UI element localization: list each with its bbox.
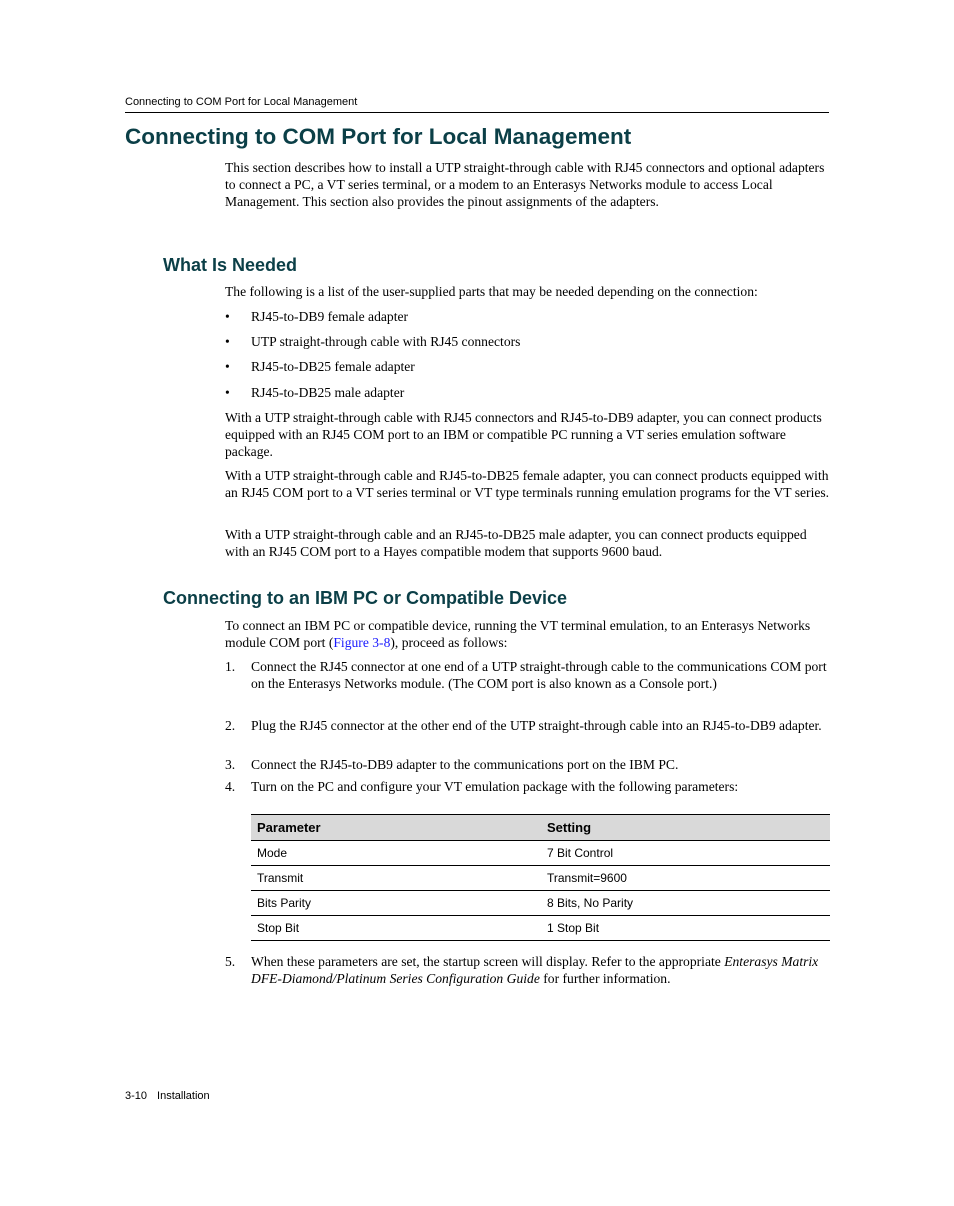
section-heading-ibm-pc: Connecting to an IBM PC or Compatible Device [163, 588, 568, 608]
parameters-table [251, 814, 830, 941]
page-footer [125, 1090, 210, 1102]
ibm-pc-lead [225, 618, 831, 652]
bullet-marker: • [225, 309, 230, 324]
column-header-setting: Setting [541, 815, 830, 841]
step-item [225, 757, 831, 774]
step-5-text-start: When these parameters are set, the startup screen will display. Refer to the appropriate [251, 954, 725, 969]
step-item [225, 659, 831, 693]
list-item-text: RJ45-to-DB25 female adapter [251, 359, 415, 374]
step-number: 3. [225, 757, 236, 772]
table-row [251, 891, 830, 916]
table-cell: 7 Bit Control [541, 841, 830, 866]
list-item [225, 385, 831, 402]
table-header-row [251, 815, 830, 841]
list-item-text: RJ45-to-DB9 female adapter [251, 309, 409, 324]
step-number: 1. [225, 659, 236, 674]
step-text: Connect the RJ45 connector at one end of a UTP straight-through cable to the communications COM port on the Enterasys Networks module. (The COM port is also known as a Console port.) [251, 659, 827, 691]
step-number: 5. [225, 954, 236, 969]
paragraph-db25-female: With a UTP straight-through cable and RJ45-to-DB25 female adapter, you can connect products equipped with an RJ45 COM port to a VT series terminal or VT type terminals running emulation programs for the VT series. [225, 468, 830, 500]
bullet-marker: • [225, 359, 230, 374]
figure-3-8-link[interactable]: Figure 3-8 [333, 634, 391, 650]
step-text: Turn on the PC and configure your VT emulation package with the following parameters: [251, 779, 739, 794]
step-number: 4. [225, 779, 236, 794]
table-row [251, 866, 830, 891]
intro-paragraph: This section describes how to install a UTP straight-through cable with RJ45 connectors and optional adapters to connect a PC, a VT series terminal, or a modem to an Enterasys Networks module to access Local Management. This section also provides the pinout assignments of the adapters. [225, 160, 825, 209]
table-row [251, 841, 830, 866]
list-item [225, 334, 831, 351]
table-cell: Transmit [251, 866, 541, 891]
list-item [225, 309, 831, 326]
table-cell: Bits Parity [251, 891, 541, 916]
table-row [251, 916, 830, 941]
step-text [251, 954, 831, 988]
ibm-pc-lead-end: ), proceed as follows: [390, 634, 508, 650]
bullet-marker: • [225, 385, 230, 400]
step-item [225, 718, 831, 735]
paragraph-db25-male: With a UTP straight-through cable and an RJ45-to-DB25 male adapter, you can connect products equipped with an RJ45 COM port to a Hayes compatible modem that supports 9600 baud. [225, 527, 807, 559]
ibm-pc-lead-start: To connect an IBM PC or compatible device, running the VT terminal emulation, to an Enterasys Networks module COM port ( [225, 618, 811, 650]
list-item-text: UTP straight-through cable with RJ45 connectors [251, 334, 521, 349]
section-heading-what-is-needed: What Is Needed [163, 255, 298, 275]
list-item-text: RJ45-to-DB25 male adapter [251, 385, 405, 400]
table-cell: Stop Bit [251, 916, 541, 941]
page-title: Connecting to COM Port for Local Management [125, 124, 632, 149]
step-number: 2. [225, 718, 236, 733]
page-number: 3-10 [125, 1090, 148, 1102]
step-5-text-end: for further information. [539, 970, 671, 986]
chapter-name: Installation [157, 1090, 210, 1102]
table-cell: Mode [251, 841, 541, 866]
list-item [225, 359, 831, 376]
running-header: Connecting to COM Port for Local Management [125, 96, 358, 108]
step-text: Connect the RJ45-to-DB9 adapter to the communications port on the IBM PC. [251, 757, 679, 772]
table-cell: Transmit=9600 [541, 866, 830, 891]
what-is-needed-lead: The following is a list of the user-supplied parts that may be needed depending on the connection: [225, 284, 758, 299]
column-header-parameter: Parameter [251, 815, 541, 841]
step-item [225, 954, 831, 988]
configuration-guide-title: Enterasys Matrix DFE-Diamond/Platinum Series Configuration Guide [251, 954, 819, 986]
step-item [225, 779, 831, 796]
header-rule [125, 112, 829, 113]
table-cell: 8 Bits, No Parity [541, 891, 830, 916]
table-cell: 1 Stop Bit [541, 916, 830, 941]
step-text: Plug the RJ45 connector at the other end of the UTP straight-through cable into an RJ45-to-DB9 adapter. [251, 718, 822, 733]
paragraph-db9: With a UTP straight-through cable with RJ45 connectors and RJ45-to-DB9 adapter, you can connect products equipped with an RJ45 COM port to an IBM or compatible PC running a VT series emulation software package. [225, 410, 822, 459]
bullet-marker: • [225, 334, 230, 349]
